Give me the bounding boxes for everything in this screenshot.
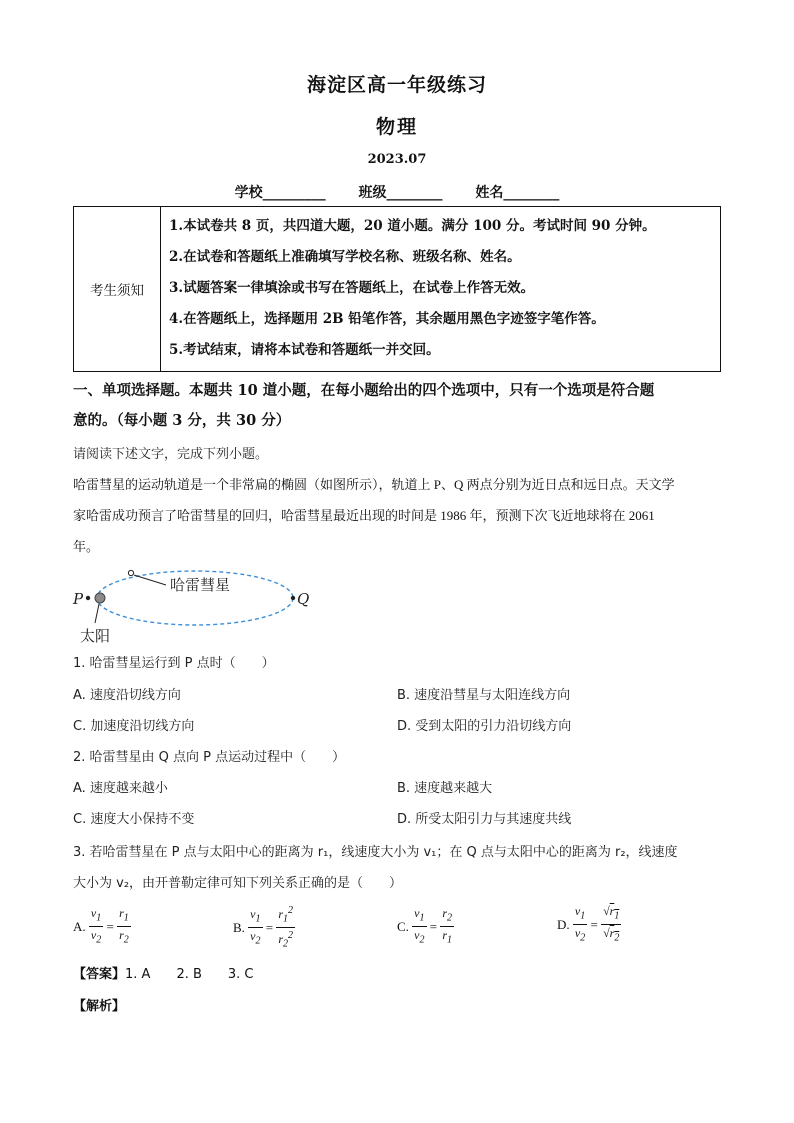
passage-line: 哈雷彗星的运动轨道是一个非常扁的椭圆（如图所示），轨道上 P、Q 两点分别为近日点和远日点。天文学: [73, 477, 675, 492]
fraction: $\frac{r_1^2}{r_2^2}$: [278, 905, 294, 950]
notice-item: 3.试题答案一律填涂或书写在答题纸上，在试卷上作答无效。: [169, 280, 535, 296]
question-2-option-a[interactable]: A. 速度越来越小: [73, 781, 168, 796]
answer-tag: 【答案】: [73, 967, 126, 982]
comet-pointer: [134, 575, 166, 585]
question-3-stem-line2: 大小为 v₂，由开普勒定律可知下列关系正确的是（ ）: [73, 876, 403, 891]
p-label: P: [73, 590, 84, 608]
answer-text: 1. A 2. B 3. C: [125, 967, 254, 982]
student-info-fields: [0, 182, 794, 202]
passage-line: 年。: [73, 539, 100, 554]
question-3-option-c[interactable]: C. $\frac{v_1}{v_2}$ = $\frac{r_2}{r_1}$: [397, 905, 454, 949]
question-2-option-d[interactable]: D. 所受太阳引力与其速度共线: [397, 812, 572, 827]
fraction: $\frac{v_1}{v_2}$: [574, 904, 586, 944]
subject-title: 物理: [375, 116, 418, 138]
sun-pointer: [95, 604, 99, 623]
section-heading-line1: 一、单项选择题。本题共 10 道小题，在每小题给出的四个选项中，只有一个选项是符合题: [73, 382, 655, 399]
class-blank: ________: [386, 185, 443, 201]
question-1-option-a[interactable]: A. 速度沿切线方向: [73, 688, 181, 703]
fraction: $\frac{r_2}{r_1}$: [442, 906, 453, 946]
question-2-stem: 2. 哈雷彗星由 Q 点向 P 点运动过程中（ ）: [73, 750, 346, 765]
option-letter: A.: [73, 918, 86, 934]
name-field: [475, 182, 559, 202]
notice-item: 2.在试卷和答题纸上准确填写学校名称、班级名称、姓名。: [169, 249, 521, 265]
school-label: 学校: [234, 185, 263, 201]
comet-dot: [128, 570, 133, 575]
notice-label: 考生须知: [74, 207, 161, 372]
name-blank: ________: [503, 185, 560, 201]
document-title: 海淀区高一年级练习: [306, 74, 487, 96]
notice-item: 5.考试结束，请将本试卷和答题纸一并交回。: [169, 342, 440, 358]
question-2-option-b[interactable]: B. 速度越来越大: [397, 781, 493, 796]
q-label: Q: [297, 590, 310, 608]
question-3-option-a[interactable]: A. $\frac{v_1}{v_2}$ = $\frac{r_1}{r_2}$: [73, 905, 131, 949]
fraction: $\frac{v_1}{v_2}$: [90, 906, 102, 946]
section-heading-line2: 意的。（每小题 3 分，共 30 分）: [73, 412, 291, 429]
fraction: $\frac{√r_1}{√r_2}$: [603, 904, 620, 944]
school-blank: _________: [262, 185, 326, 201]
school-field: [235, 182, 326, 202]
question-1-stem: 1. 哈雷彗星运行到 P 点时（ ）: [73, 656, 275, 671]
question-3-option-b[interactable]: B. $\frac{v_1}{v_2}$ = $\frac{r_1^2}{r_2^2}$: [233, 903, 295, 953]
notice-item: 1.本试卷共 8 页，共四道大题，20 道小题。满分 100 分。考试时间 90 分钟。: [169, 218, 656, 234]
option-letter: D.: [557, 916, 570, 932]
question-3-option-d[interactable]: D. $\frac{v_1}{v_2}$ = $\frac{√r_1}{√r_2}$: [557, 903, 621, 947]
fraction: $\frac{r_1}{r_2}$: [119, 906, 129, 946]
fraction: $\frac{v_1}{v_2}$: [414, 906, 425, 946]
fraction: $\frac{v_1}{v_2}$: [250, 907, 261, 947]
question-2-option-c[interactable]: C. 速度大小保持不变: [73, 812, 195, 827]
comet-label: 哈雷彗星: [170, 576, 231, 594]
reading-intro: 请阅读下述文字，完成下列小题。: [73, 447, 269, 462]
passage-line: 家哈雷成功预言了哈雷彗星的回归，哈雷彗星最近出现的时间是 1986 年，预测下次飞近地球将在 2061: [73, 508, 655, 523]
notice-items: [161, 207, 721, 372]
orbit-figure: [66, 563, 326, 645]
sun-label: 太阳: [80, 627, 111, 645]
class-label: 班级: [358, 185, 387, 201]
option-letter: B.: [233, 919, 245, 935]
option-letter: C.: [397, 918, 409, 934]
answer-line: [73, 963, 254, 982]
analysis-tag: 【解析】: [73, 999, 126, 1014]
question-3-stem-line1: 3. 若哈雷彗星在 P 点与太阳中心的距离为 r₁，线速度大小为 v₁；在 Q 点与太阳中心的距离为 r₂，线速度: [73, 845, 678, 860]
notice-item: 4.在答题纸上，选择题用 2B 铅笔作答，其余题用黑色字迹签字笔作答。: [169, 311, 605, 327]
name-label: 姓名: [475, 185, 504, 201]
exam-date: 2023.07: [367, 152, 427, 167]
p-dot: [86, 596, 90, 600]
analysis-line: [73, 995, 125, 1014]
question-1-option-b[interactable]: B. 速度沿彗星与太阳连线方向: [397, 688, 571, 703]
q-dot: [291, 596, 295, 600]
exam-notice-table: [73, 206, 721, 372]
sun-circle: [95, 593, 105, 603]
question-1-option-d[interactable]: D. 受到太阳的引力沿切线方向: [397, 719, 572, 734]
class-field: [359, 182, 443, 202]
question-1-option-c[interactable]: C. 加速度沿切线方向: [73, 719, 195, 734]
